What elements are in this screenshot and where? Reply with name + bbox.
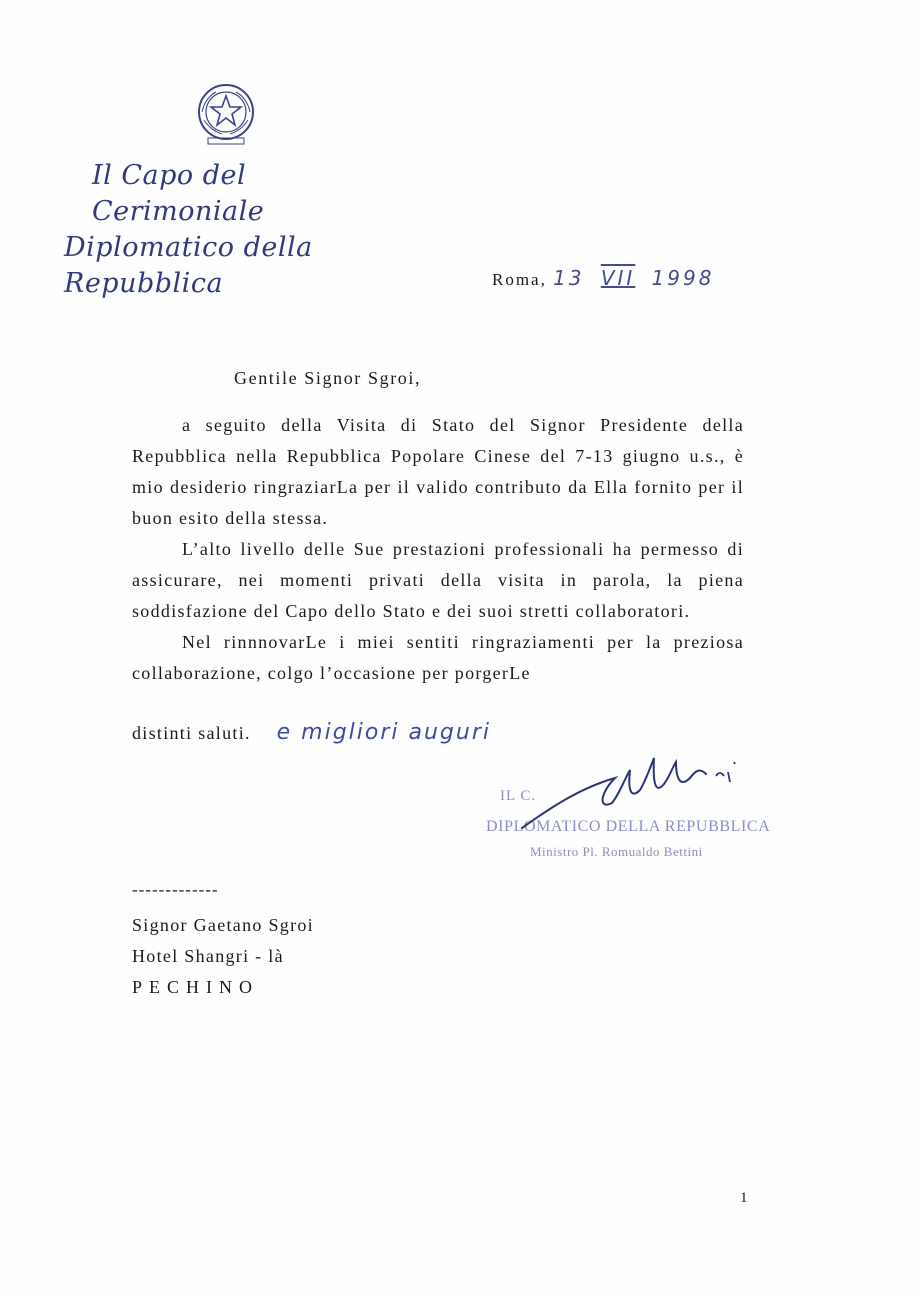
handwritten-note: e migliori auguri xyxy=(276,720,491,745)
closing xyxy=(132,720,491,745)
stamp-line2: DIPLOMATICO DELLA REPUBBLICA xyxy=(486,818,771,835)
date-year: 1998 xyxy=(651,266,715,290)
handwritten-signature xyxy=(520,748,750,838)
date-line xyxy=(492,266,714,290)
recipient-city: PECHINO xyxy=(132,977,260,997)
page-number: 1 xyxy=(740,1190,748,1206)
date-day: 13 xyxy=(553,266,585,290)
paragraph-3: Nel rinnnovarLe i miei sentiti ringraziamenti per la preziosa collaborazione, colgo l’occasione per porgerLe xyxy=(132,632,744,683)
paragraph-1: a seguito della Visita di Stato del Signor Presidente della Repubblica nella Repubblica Popolare Cinese del 7-13 giugno u.s., è mio desiderio ringraziarLa per il valido contributo da Ella fornito per il buon esito della stessa. xyxy=(132,415,744,528)
date-city: Roma, xyxy=(492,270,547,289)
letterhead-line2: Diplomatico della Repubblica xyxy=(64,232,313,299)
date-month: VII xyxy=(600,266,636,290)
recipient-name: Signor Gaetano Sgroi xyxy=(132,915,314,935)
salutation: Gentile Signor Sgroi, xyxy=(234,368,422,388)
italian-republic-emblem xyxy=(190,78,262,150)
stamp-line1: IL C. xyxy=(500,788,537,804)
recipient-hotel: Hotel Shangri - là xyxy=(132,946,284,966)
letterhead-line1: Il Capo del Cerimoniale xyxy=(92,160,265,227)
divider-line: ------------- xyxy=(132,880,219,899)
stamp-line3: Ministro Pl. Romualdo Bettini xyxy=(530,844,703,859)
paragraph-2: L’alto livello delle Sue prestazioni professionali ha permesso di assicurare, nei momenti privati della visita in parola, la piena soddisfazione del Capo dello Stato e dei suoi stretti collaboratori. xyxy=(132,539,744,621)
recipient-address xyxy=(132,910,314,1003)
closing-text: distinti saluti. xyxy=(132,723,251,743)
letter-body xyxy=(132,410,744,689)
letterhead xyxy=(62,158,402,302)
